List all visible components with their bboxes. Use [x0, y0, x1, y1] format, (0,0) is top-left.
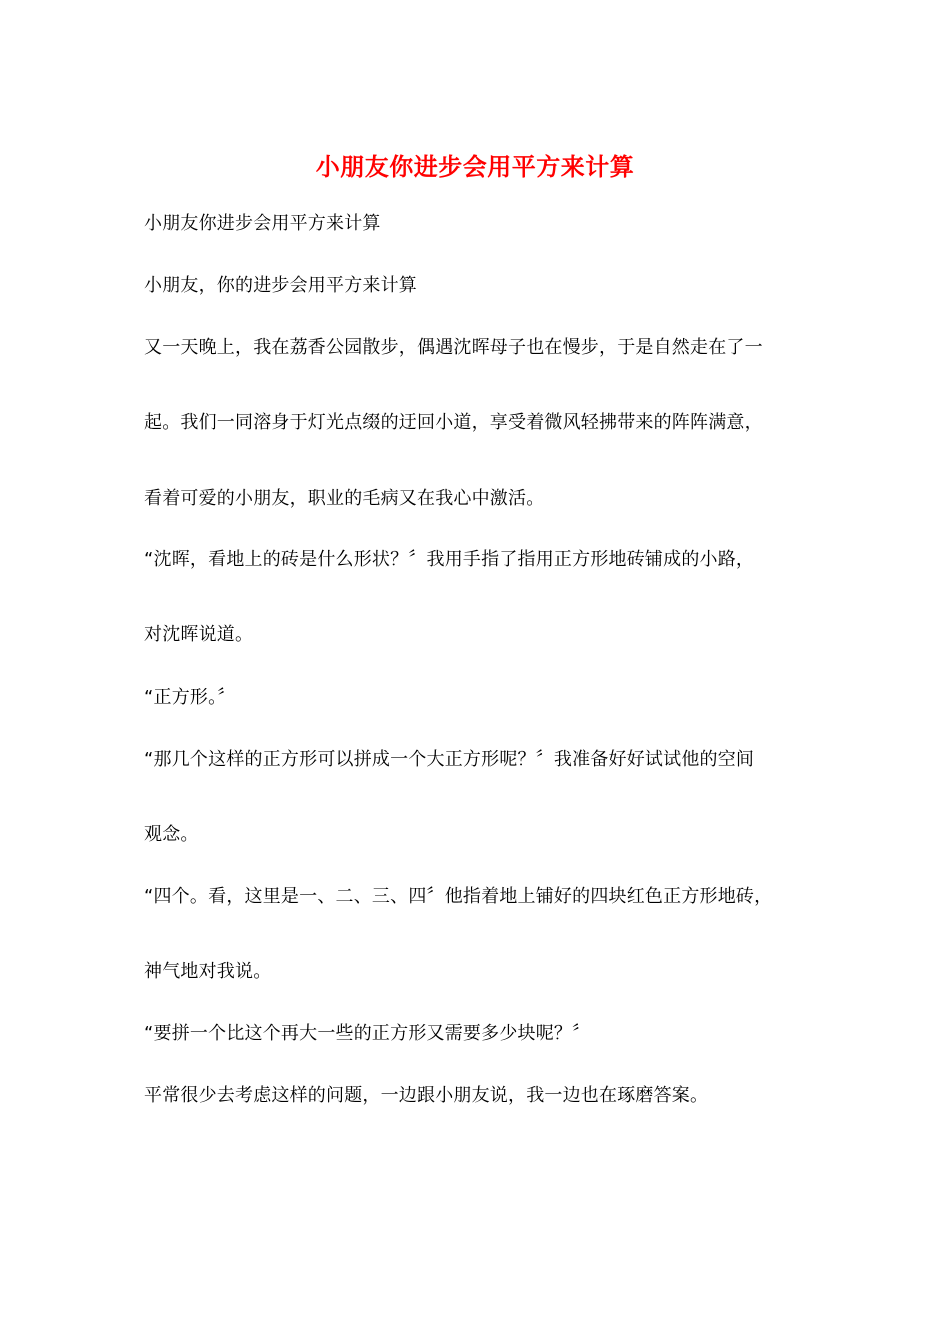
paragraph-line: “沈晖，看地上的砖是什么形状？〞我用手指了指用正方形地砖铺成的小路， — [144, 549, 755, 570]
paragraph-line: “那几个这样的正方形可以拼成一个大正方形呢？〞我准备好好试试他的空间 — [144, 749, 755, 770]
document-title: 小朋友你进步会用平方来计算 — [315, 152, 635, 181]
paragraph-line: “正方形。〞 — [144, 687, 236, 708]
paragraph-line: 对沈晖说道。 — [144, 624, 254, 645]
subtitle-line: 小朋友你进步会用平方来计算 — [144, 213, 381, 234]
paragraph-line: 又一天晚上，我在荔香公园散步，偶遇沈晖母子也在慢步，于是自然走在了一 — [144, 337, 763, 358]
paragraph-line: “要拼一个比这个再大一些的正方形又需要多少块呢？〞 — [144, 1023, 591, 1044]
paragraph-line: “四个。看，这里是一、二、三、四〞他指着地上铺好的四块红色正方形地砖， — [144, 886, 773, 907]
paragraph-line: 起。我们一同溶身于灯光点缀的迂回小道，享受着微风轻拂带来的阵阵满意， — [144, 412, 763, 433]
paragraph-line: 看着可爱的小朋友，职业的毛病又在我心中激活。 — [144, 488, 545, 509]
paragraph-line: 神气地对我说。 — [144, 961, 272, 982]
heading-line: 小朋友，你的进步会用平方来计算 — [144, 275, 417, 296]
paragraph-line: 观念。 — [144, 824, 199, 845]
paragraph-line: 平常很少去考虑这样的问题，一边跟小朋友说，我一边也在琢磨答案。 — [144, 1085, 709, 1106]
